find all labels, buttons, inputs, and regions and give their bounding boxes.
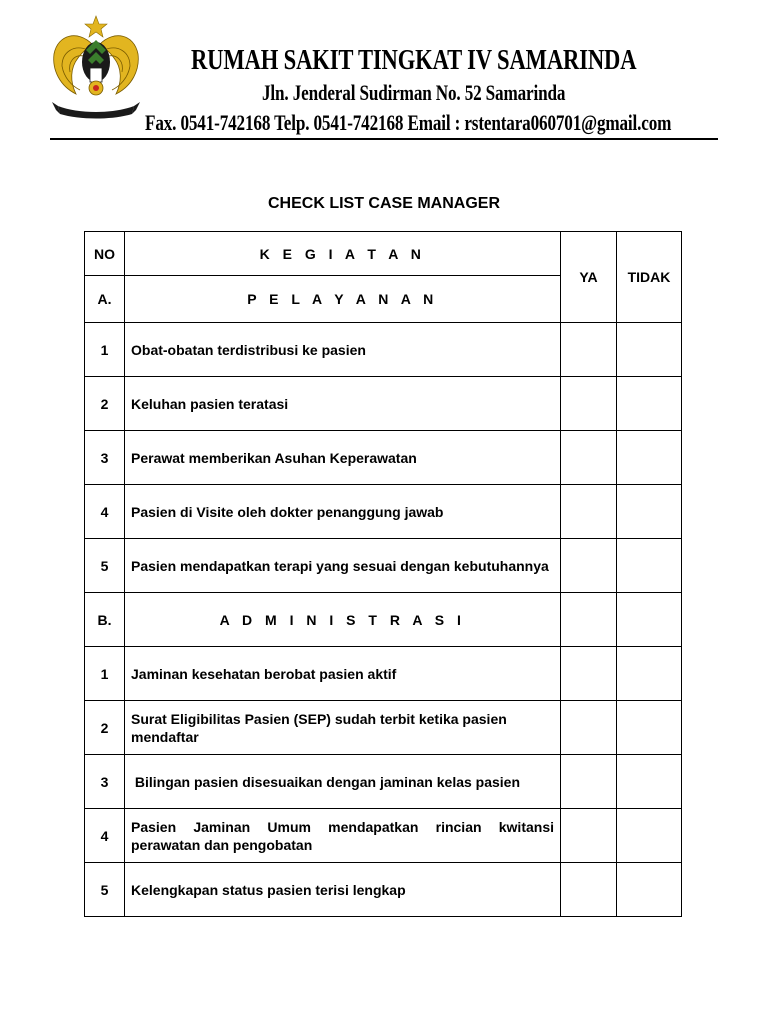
ya-checkbox-cell[interactable] <box>561 377 617 431</box>
row-number: 5 <box>85 863 125 917</box>
ya-checkbox-cell[interactable] <box>561 809 617 863</box>
header-no: NO <box>85 232 125 276</box>
section-code: B. <box>85 593 125 647</box>
section-title: A D M I N I S T R A S I <box>125 593 561 647</box>
header-kegiatan: K E G I A T A N <box>125 232 561 276</box>
tidak-checkbox-cell[interactable] <box>617 485 682 539</box>
section-code: A. <box>85 276 125 323</box>
table-row <box>85 539 682 593</box>
section-title: P E L A Y A N A N <box>125 276 561 323</box>
row-number: 2 <box>85 701 125 755</box>
table-row <box>85 755 682 809</box>
ya-checkbox-cell[interactable] <box>561 701 617 755</box>
row-activity: Pasien di Visite oleh dokter penanggung jawab <box>125 485 561 539</box>
document-title: CHECK LIST CASE MANAGER <box>267 195 500 212</box>
tidak-checkbox-cell[interactable] <box>617 755 682 809</box>
ya-checkbox-cell[interactable] <box>561 485 617 539</box>
row-activity: Surat Eligibilitas Pasien (SEP) sudah terbit ketika pasien mendaftar <box>125 701 561 755</box>
checklist-table <box>84 231 682 917</box>
row-activity: Obat-obatan terdistribusi ke pasien <box>125 323 561 377</box>
ya-checkbox-cell[interactable] <box>561 755 617 809</box>
row-activity: Kelengkapan status pasien terisi lengkap <box>125 863 561 917</box>
tidak-checkbox-cell[interactable] <box>617 431 682 485</box>
ya-checkbox-cell[interactable] <box>561 647 617 701</box>
row-number: 1 <box>85 323 125 377</box>
table-row <box>85 701 682 755</box>
tidak-checkbox-cell[interactable] <box>617 863 682 917</box>
letterhead <box>0 0 768 140</box>
ya-checkbox-cell[interactable] <box>561 863 617 917</box>
table-row <box>85 485 682 539</box>
table-row <box>85 431 682 485</box>
ya-checkbox-cell <box>561 593 617 647</box>
tidak-checkbox-cell[interactable] <box>617 377 682 431</box>
row-number: 3 <box>85 755 125 809</box>
row-activity: Pasien Jaminan Umum mendapatkan rincian kwitansi perawatan dan pengobatan <box>125 809 561 863</box>
tidak-checkbox-cell[interactable] <box>617 647 682 701</box>
header-ya: YA <box>561 232 617 323</box>
row-number: 2 <box>85 377 125 431</box>
table-row <box>85 647 682 701</box>
tidak-checkbox-cell[interactable] <box>617 323 682 377</box>
tidak-checkbox-cell[interactable] <box>617 809 682 863</box>
row-activity: Pasien mendapatkan terapi yang sesuai dengan kebutuhannya <box>125 539 561 593</box>
section-row <box>85 593 682 647</box>
row-number: 4 <box>85 809 125 863</box>
row-number: 4 <box>85 485 125 539</box>
tidak-checkbox-cell[interactable] <box>617 539 682 593</box>
table-header-row <box>85 232 682 276</box>
row-activity: Bilingan pasien disesuaikan dengan jaminan kelas pasien <box>125 755 561 809</box>
ya-checkbox-cell[interactable] <box>561 323 617 377</box>
header-tidak: TIDAK <box>617 232 682 323</box>
table-row <box>85 809 682 863</box>
letterhead-divider <box>50 138 718 140</box>
tidak-checkbox-cell[interactable] <box>617 701 682 755</box>
ya-checkbox-cell[interactable] <box>561 539 617 593</box>
table-row <box>85 377 682 431</box>
row-number: 1 <box>85 647 125 701</box>
hospital-emblem-logo <box>48 14 144 124</box>
table-row <box>85 863 682 917</box>
ya-checkbox-cell[interactable] <box>561 431 617 485</box>
row-number: 5 <box>85 539 125 593</box>
hospital-name: RUMAH SAKIT TINGKAT IV SAMARINDA <box>191 44 637 76</box>
row-activity: Jaminan kesehatan berobat pasien aktif <box>125 647 561 701</box>
row-number: 3 <box>85 431 125 485</box>
table-row <box>85 323 682 377</box>
row-activity: Keluhan pasien teratasi <box>125 377 561 431</box>
hospital-contact: Fax. 0541-742168 Telp. 0541-742168 Email : rstentara060701@gmail.com <box>145 110 672 135</box>
hospital-address: Jln. Jenderal Sudirman No. 52 Samarinda <box>262 80 566 105</box>
row-activity: Perawat memberikan Asuhan Keperawatan <box>125 431 561 485</box>
tidak-checkbox-cell <box>617 593 682 647</box>
